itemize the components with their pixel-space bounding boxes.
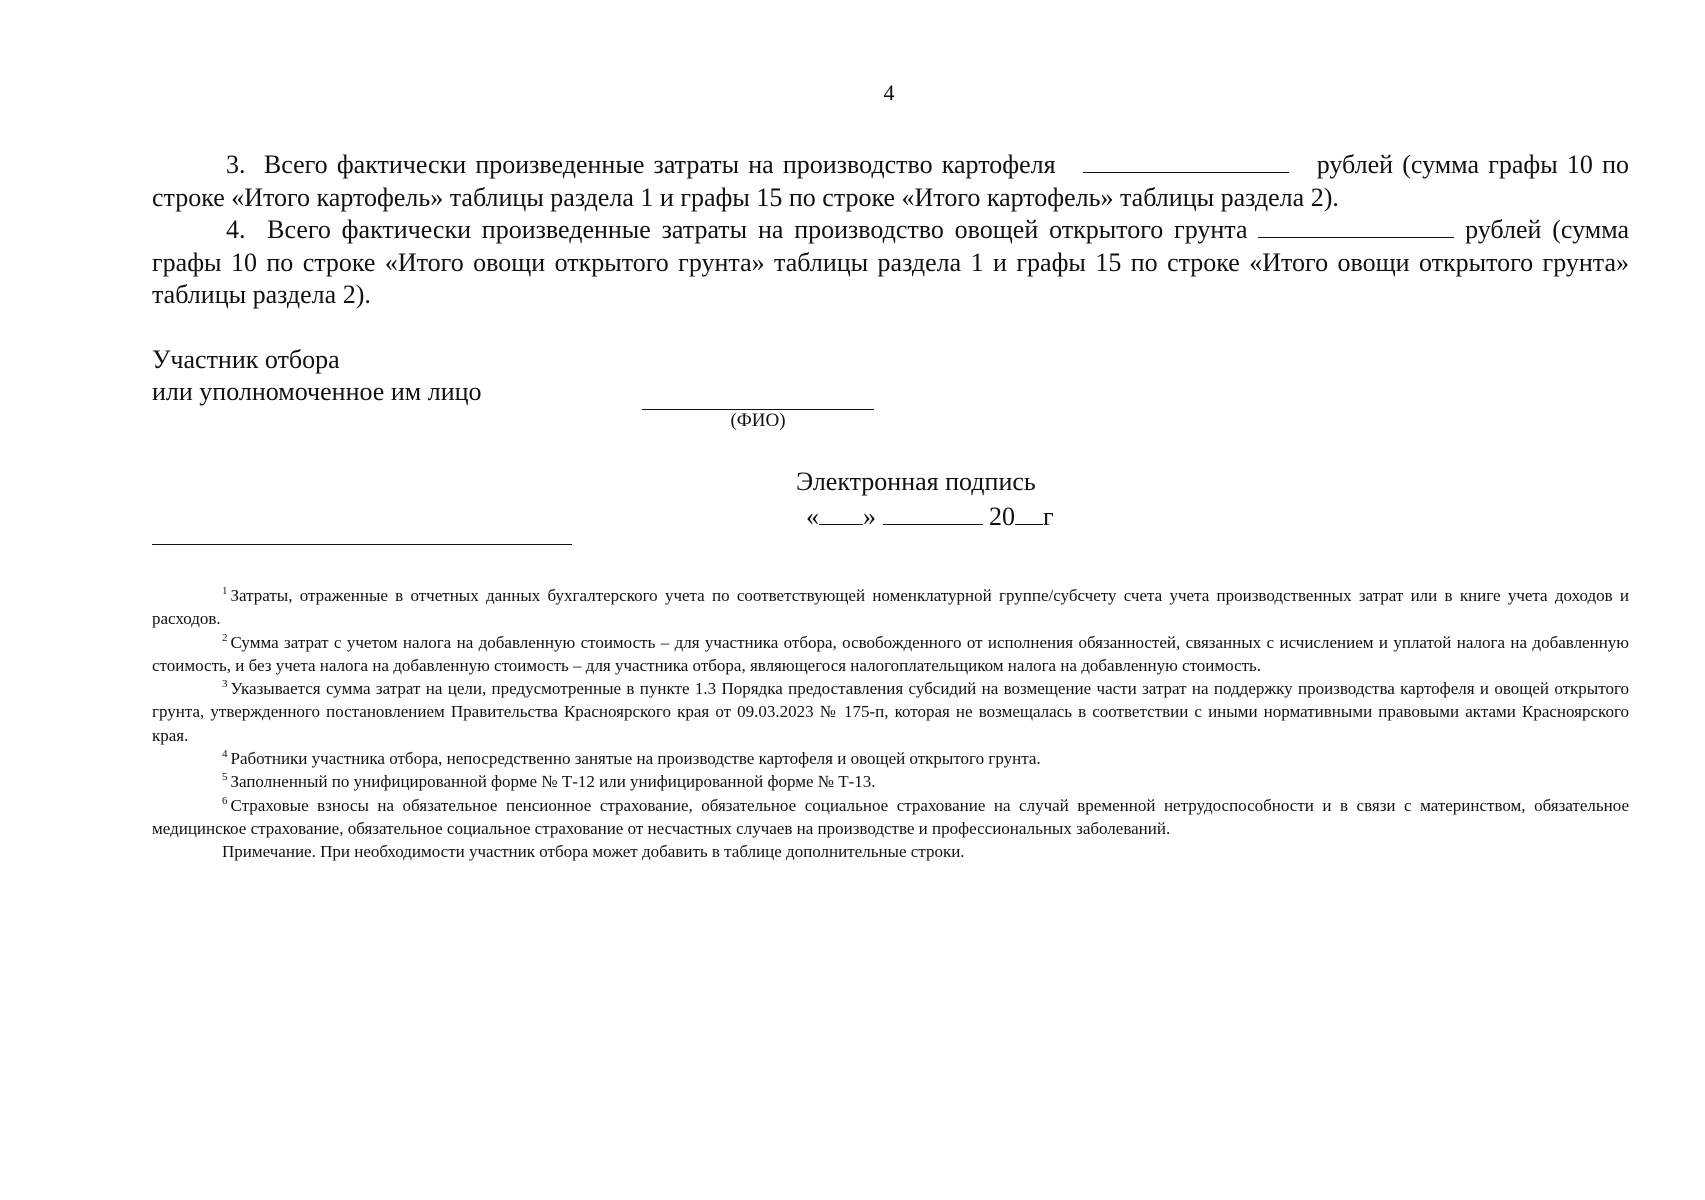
date-open-quote: «	[806, 502, 819, 531]
footnote-mark: 4	[222, 748, 228, 761]
footnote-1	[152, 584, 1629, 631]
footnote-text: Работники участника отбора, непосредственно занятые на производстве картофеля и овощей открытого грунта.	[230, 749, 1041, 769]
item-text-before: Всего фактически произведенные затраты на производство картофеля	[263, 150, 1056, 179]
footnote-6	[152, 794, 1629, 841]
fio-label-wrap	[642, 410, 976, 432]
signer-line-2: или уполномоченное им лицо	[152, 377, 482, 406]
signer-line-1: Участник отбора	[152, 345, 340, 374]
footnote-5	[152, 770, 1629, 793]
esign-label: Электронная подпись	[796, 467, 1036, 496]
footnote-mark: 1	[222, 585, 228, 597]
footnote-text: Затраты, отраженные в отчетных данных бухгалтерского учета по соответствующей номенклатурной группе/субсчету счета учета производственных затрат или в книге учета доходов и расходов.	[152, 586, 1629, 629]
amount-blank-vegetables[interactable]	[1258, 215, 1454, 238]
date-close-quote: »	[863, 502, 876, 531]
footnote-mark: 6	[222, 794, 228, 807]
main-text	[152, 149, 1629, 312]
footnote-mark: 5	[222, 771, 228, 784]
footnote-text: Заполненный по унифицированной форме № Т-12 или унифицированной форме № Т-13.	[230, 772, 876, 792]
footnote-mark: 2	[222, 631, 228, 644]
footnote-text: Сумма затрат с учетом налога на добавленную стоимость – для участника отбора, освобожденного от исполнения обязанностей, связанных с исчислением и уплатой налога на добавленную стоимость, и без учета налога на добавленную стоимость – для участника отбора, являющегося налогоплательщиком налога на добавленную стоимость.	[152, 632, 1629, 675]
footnote-text: Указывается сумма затрат на цели, предусмотренные в пункте 1.3 Порядка предоставления субсидий на возмещение части затрат на поддержку производства картофеля и овощей открытого грунта, утвержденного постановлением Правительства Красноярского края от 09.03.2023 № 175-п, которая не возмещалась в соответствии с иными нормативными правовыми актами Красноярского края.	[152, 679, 1629, 745]
signer-block	[152, 344, 482, 408]
footnote-2	[152, 631, 1629, 678]
item-text-after: рублей (сумма графы 10 по строке «Итого овощи открытого грунта» таблицы раздела 1 и графы 15 по строке «Итого овощи открытого грунта» таблицы раздела 2).	[152, 215, 1630, 309]
date-year-prefix: 20	[989, 502, 1015, 531]
footnote-text: Страховые взносы на обязательное пенсионное страхование, обязательное социальное страхование на случай временной нетрудоспособности и в связи с материнством, обязательное медицинское страхование, обязательное социальное страхование от несчастных случаев на производстве и профессиональных заболеваний.	[152, 795, 1629, 838]
fio-label: (ФИО)	[730, 410, 786, 431]
footnotes	[152, 584, 1629, 864]
footnote-4	[152, 747, 1629, 770]
date-year-blank[interactable]	[1015, 500, 1043, 525]
amount-blank-potato[interactable]	[1083, 150, 1289, 173]
footnote-separator	[152, 544, 572, 545]
item-number: 3.	[226, 150, 246, 179]
footnote-3	[152, 677, 1629, 747]
item-4	[152, 214, 1629, 312]
item-3	[152, 149, 1629, 214]
item-text-after: рублей (сумма графы 10 по строке «Итого картофель» таблицы раздела 1 и графы 15 по строке «Итого картофель» таблицы раздела 2).	[152, 150, 1630, 212]
date-year-suffix: г	[1043, 502, 1054, 531]
date-row	[806, 500, 1054, 533]
item-number: 4.	[226, 215, 246, 244]
note: Примечание. При необходимости участник отбора может добавить в таблице дополнительные строки.	[222, 842, 965, 862]
date-month-blank[interactable]	[883, 500, 983, 525]
page-number: 4	[883, 80, 895, 105]
footnote-mark: 3	[222, 678, 228, 691]
date-day-blank[interactable]	[819, 500, 863, 525]
item-text-before: Всего фактически произведенные затраты на производство овощей открытого грунта	[267, 215, 1248, 244]
